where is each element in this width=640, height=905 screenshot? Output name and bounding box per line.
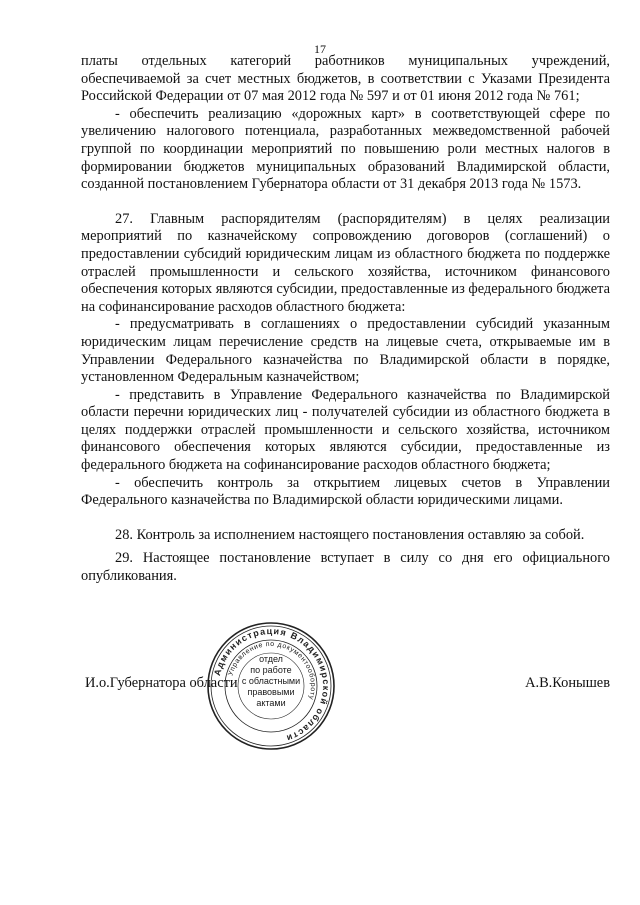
paragraph-7: 28. Контроль за исполнением настоящего постановления оставляю за собой.	[115, 526, 585, 543]
paragraph-2: - обеспечить реализацию «дорожных карт» в соответствующей сфере по увеличению налогового потенциала, разработанных межведомственной рабочей группой по координации мероприятий по повышению роли местных налогов в формировании бюджетов муниципальных образований Владимирской области, созданной постановлением Губернатора области от 31 декабря 2013 года № 1573.	[81, 105, 610, 193]
stamp-ring-text: Администрация Владимирской области	[212, 625, 332, 744]
stamp-inner-ring-text: Управление по документообороту	[227, 640, 317, 701]
signatory-position: И.о.Губернатора области	[85, 675, 238, 691]
paragraph-1: платы отдельных категорий работников муниципальных учреждений, обеспечиваемой за счет местных бюджетов, в соответствии с Указами Президента Российской Федерации от 07 мая 2012 года № 597 и от 01 июня 2012 года № 761;	[81, 53, 610, 105]
paragraph-5: - представить в Управление Федерального казначейства по Владимирской области перечни юридических лиц - получателей субсидии из областного бюджета в целях поддержки отраслей промышленности и сельского хозяйства, источником финансового обеспечения которых являются субсидии, предоставленные из федерального бюджета на софинансирование расходов областного бюджета;	[81, 386, 610, 474]
paragraph-6: - обеспечить контроль за открытием лицевых счетов в Управлении Федерального казначейства по Владимирской области юридическими лицами.	[81, 474, 610, 509]
paragraph-4: - предусматривать в соглашениях о предоставлении субсидий указанным юридическим лицам перечисление средств на лицевые счета, открываемые им в Управлении Федерального казначейства по Владимирской области в порядке, установленном Федеральным казначейством;	[81, 316, 610, 386]
signatory-name: А.В.Конышев	[525, 675, 610, 691]
page-number: 17	[314, 42, 326, 56]
document-body	[81, 53, 610, 586]
paragraph-8: 29. Настоящее постановление вступает в силу со дня его официального опубликования.	[81, 550, 610, 585]
stamp-center-text: отдел по работе с областными правовыми актами	[241, 654, 301, 708]
paragraph-3: 27. Главным распорядителям (распорядителям) в целях реализации мероприятий по казначейскому сопровождению договоров (соглашений) о предоставлении субсидий юридическим лицам из областного бюджета по поддержке отраслей промышленности и сельского хозяйства, источником финансового обеспечения которых являются субсидии, предоставленные из федерального бюджета на софинансирование расходов областного бюджета:	[81, 210, 610, 315]
